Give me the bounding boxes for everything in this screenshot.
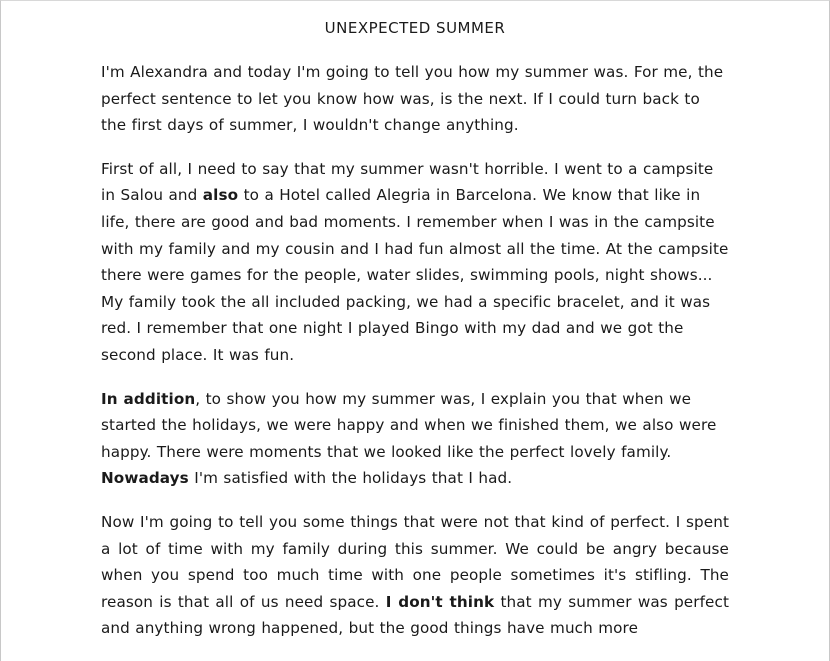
paragraph-text: I'm Alexandra and today I'm going to tell you how my summer was. For me, the perfect sentence to let you know how was, is the next. If I could turn back to the first days of summer, I wouldn't change anything.: [101, 63, 724, 135]
connector-bold: Nowadays: [101, 469, 189, 488]
paragraph-imperfect: [101, 509, 729, 642]
connector-bold: In addition: [101, 389, 196, 408]
paragraph-text: to a Hotel called Alegria in Barcelona. We know that like in life, there are good and bad moments. I remember when I was in the campsite with my family and my cousin and I had fun almost all the time. At the campsite there were games for the people, water slides, swimming pools, night shows... My family took the all included packing, we had a specific bracelet, and it was red. I remember that one night I played Bingo with my dad and we got the second place. It was fun.: [101, 186, 729, 364]
paragraph-addition: [101, 386, 729, 492]
paragraph-text: First of all, I need to say that my summer wasn't horrible. I went to a campsite in Salou and: [101, 159, 714, 205]
document-body: [101, 59, 729, 659]
connector-bold: I don't think: [385, 592, 495, 611]
paragraph-campsite: [101, 156, 729, 369]
paragraph-text: Now I'm going to tell you some things that were not that kind of perfect. I spent a lot of time with my family during this summer. We could be angry because when you spend too much time with one people sometimes it's stifling. The reason is that all of us need space.: [101, 512, 729, 611]
document-title: UNEXPECTED SUMMER: [324, 19, 506, 37]
paragraph-text: I'm satisfied with the holidays that I had.: [188, 469, 513, 488]
connector-bold: also: [202, 186, 239, 205]
paragraph-text: , to show you how my summer was, I explain you that when we started the holidays, we were happy and when we finished them, we also were happy. There were moments that we looked like the perfect lovely family.: [101, 389, 717, 461]
paragraph-text: that my summer was perfect and anything wrong happened, but the good things have much more: [101, 592, 729, 638]
paragraph-intro: [101, 59, 729, 139]
